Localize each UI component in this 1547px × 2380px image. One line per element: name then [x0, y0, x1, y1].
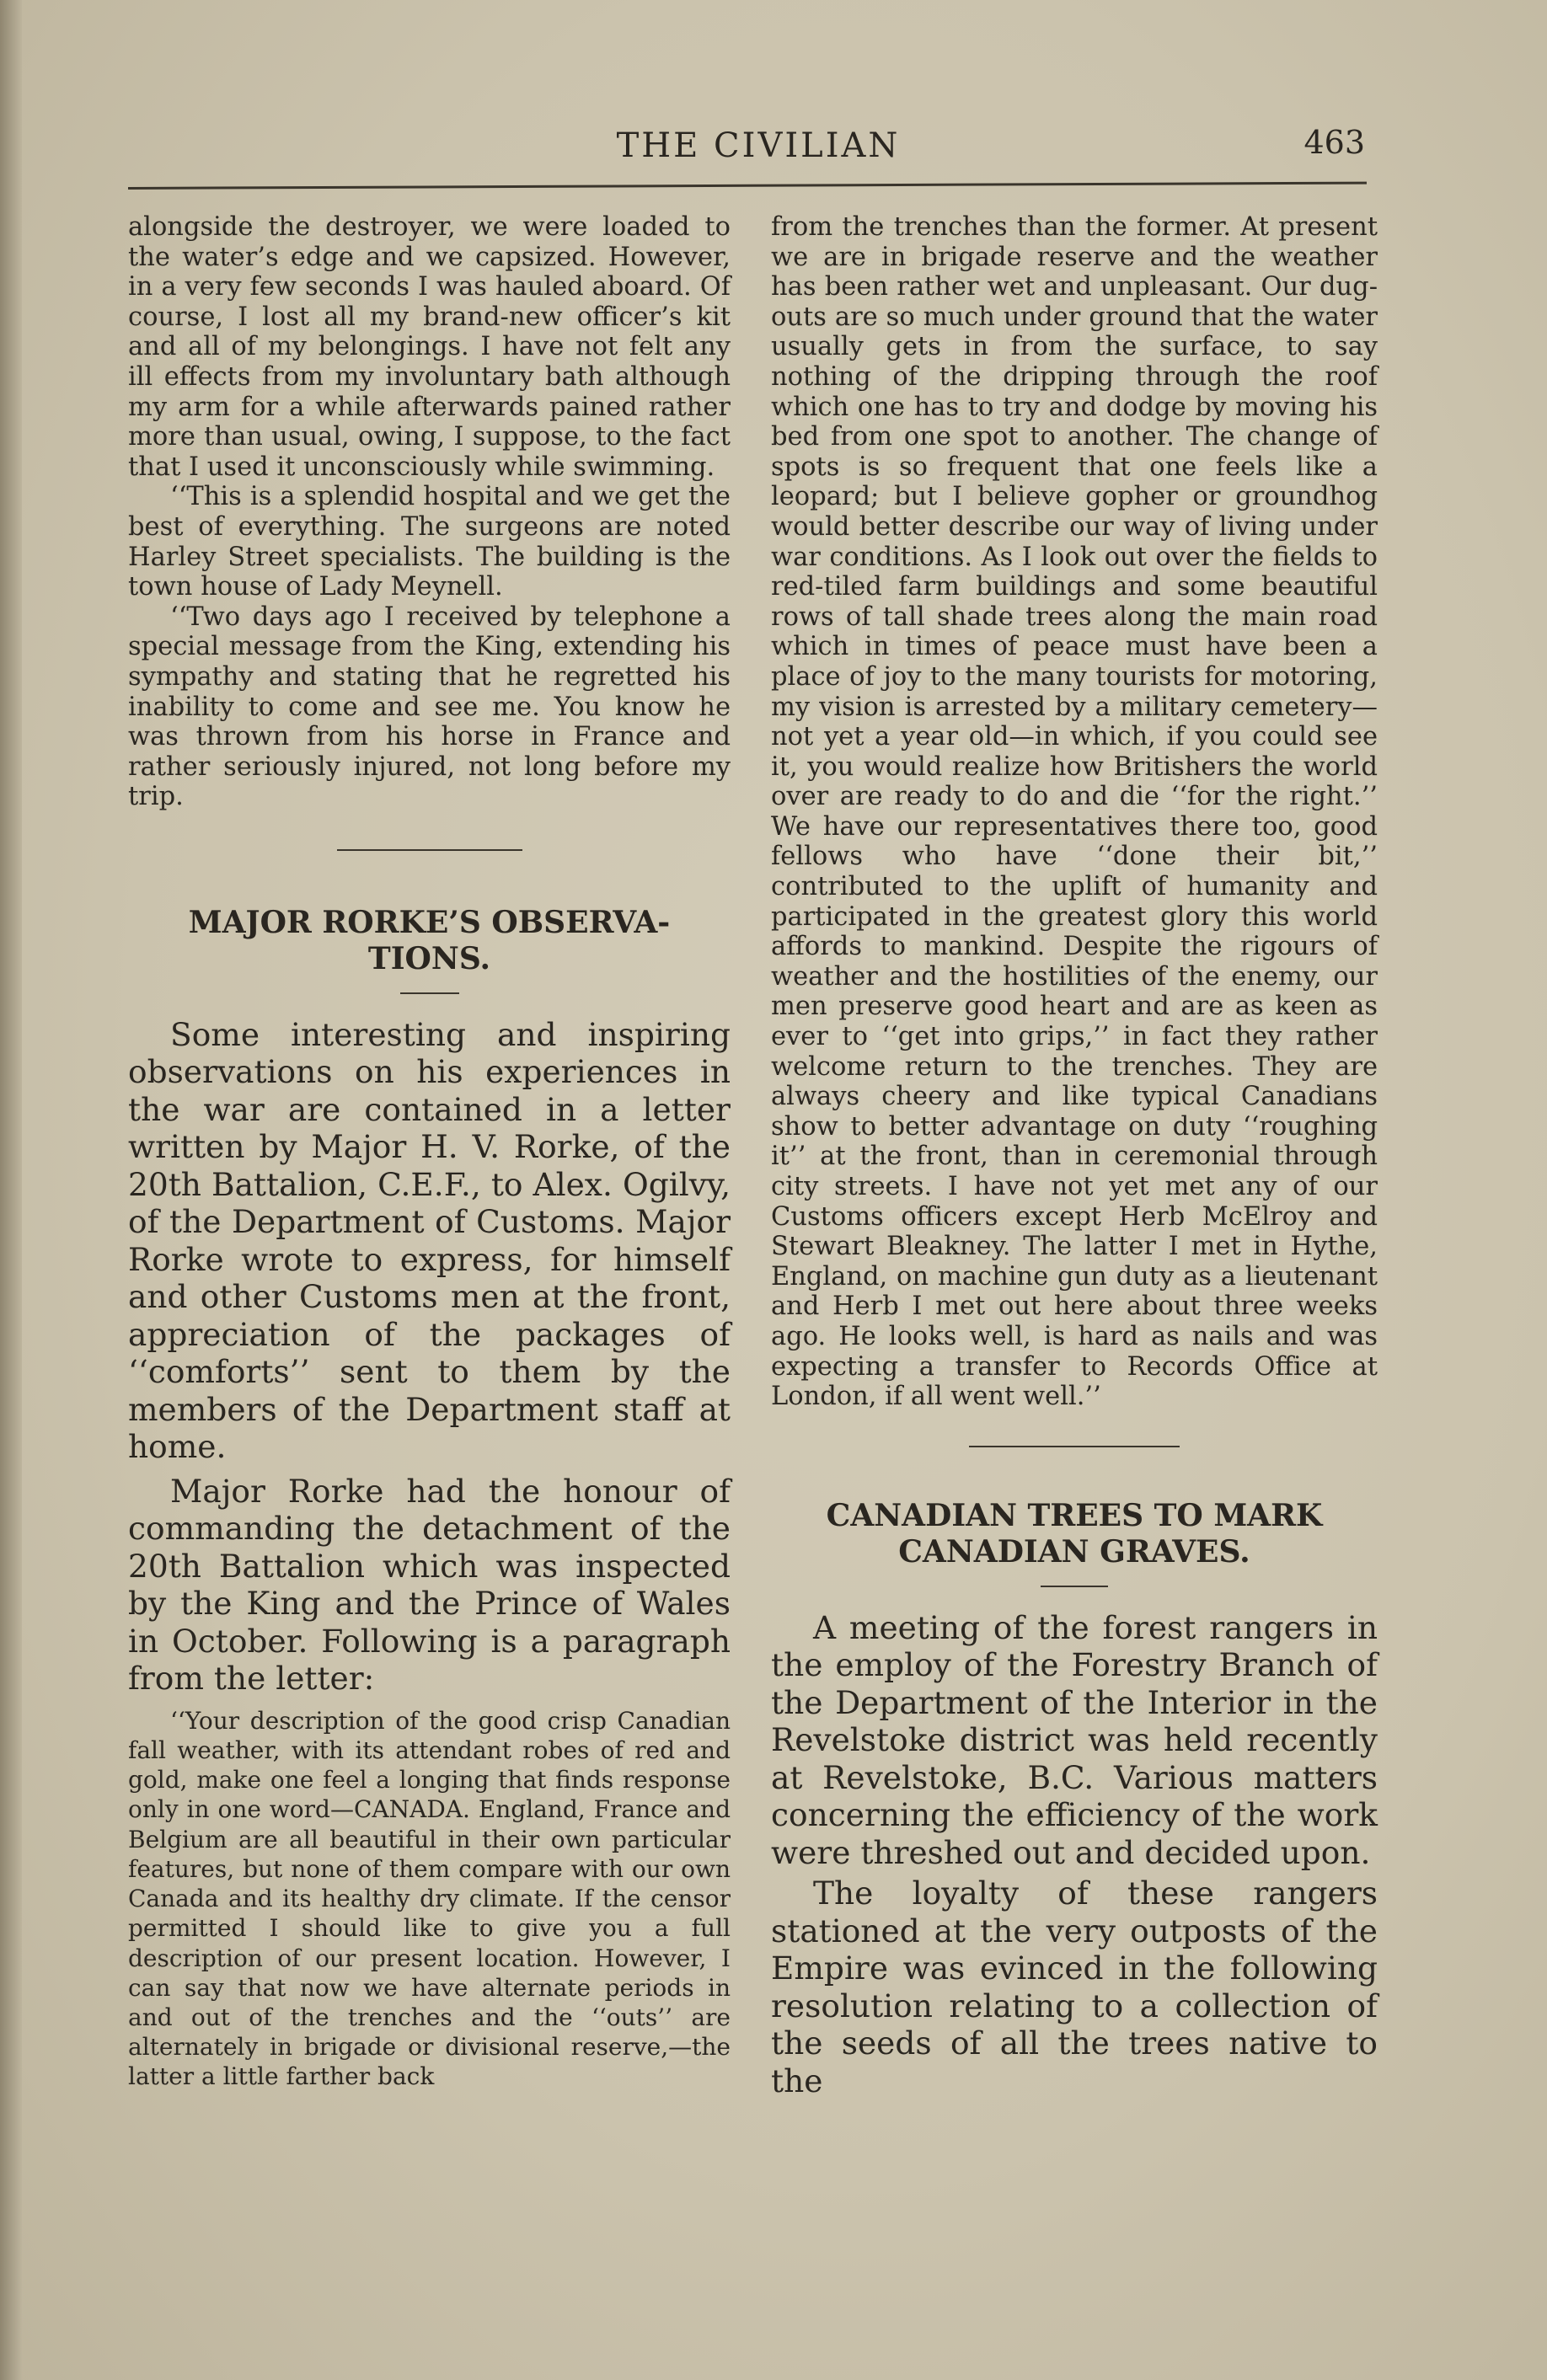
left-column	[128, 212, 731, 2092]
right-column	[771, 212, 1378, 2099]
headline-underline	[400, 992, 459, 994]
paragraph: The loyalty of these rangers stationed at the very outposts of the Empire was evinced in the following resolution relating to a collection of the seeds of all the trees native to the	[771, 1875, 1378, 2099]
paragraph: alongside the destroyer, we were loaded to the water’s edge and we capsized. However, in a very few seconds I was hauled aboard. Of course, I lost all my brand-new officer’s kit and all of my belongings. I have not felt any ill effects from my involuntary bath although my arm for a while afterwards pained rather more than usual, owing, I suppose, to the fact that I used it unconsciously while swimming.	[128, 212, 731, 482]
paragraph: ‘‘This is a splendid hospital and we get the best of everything. The surgeons are noted Harley Street specialists. The building is the town house of Lady Meynell.	[128, 482, 731, 602]
continued-letter-text	[128, 212, 731, 812]
article-headline	[128, 905, 731, 977]
quoted-letter-continued	[771, 212, 1378, 1412]
article-headline	[771, 1498, 1378, 1570]
headline-line: CANADIAN GRAVES.	[898, 1533, 1250, 1570]
running-header-title: THE CIVILIAN	[616, 126, 901, 165]
section-divider	[337, 849, 522, 851]
paragraph: ‘‘Your description of the good crisp Canadian fall weather, with its attendant robes of red and gold, make one feel a longing that finds response only in one word—CANADA. England, France and Belgium are all beautiful in their own particular features, but none of them compare with our own Canada and its healthy dry climate. If the censor permitted I should like to give you a full description of our present location. However, I can say that now we have alternate periods in and out of the trenches and the ‘‘outs’’ are alternately in brigade or divisional reserve,—the latter a little farther back	[128, 1706, 731, 2091]
paragraph: from the trenches than the former. At present we are in brigade reserve and the weather has been rather wet and unpleasant. Our dug-outs are so much under ground that the water usually gets in from the surface, to say nothing of the dripping through the roof which one has to try and dodge by moving his bed from one spot to another. The change of spots is so frequent that one feels like a leopard; but I believe gopher or groundhog would better describe our way of living under war conditions. As I look out over the fields to red-tiled farm buildings and some beautiful rows of tall shade trees along the main road which in times of peace must have been a place of joy to the many tourists for motoring, my vision is arrested by a military cemetery—not yet a year old—in which, if you could see it, you would realize how Britishers the world over are ready to do and die ‘‘for the right.’’ We have our representatives there too, good fellows who have ‘‘done their bit,’’ contributed to the uplift of humanity and participated in the greatest glory this world affords to mankind. Despite the rigours of weather and the hostilities of the enemy, our men preserve good heart and are as keen as ever to ‘‘get into grips,’’ in fact they rather welcome return to the trenches. They are always cheery and like typical Canadians show to better advantage on duty ‘‘roughing it’’ at the front, than in ceremonial through city streets. I have not yet met any of our Customs officers except Herb McElroy and Stewart Bleakney. The latter I met in Hythe, England, on machine gun duty as a lieutenant and Herb I met out here about three weeks ago. He looks well, is hard as nails and was expecting a transfer to Records Office at London, if all went well.’’	[771, 212, 1378, 1412]
section-divider	[969, 1446, 1180, 1447]
headline-underline	[1041, 1586, 1108, 1587]
header-rule	[128, 182, 1367, 190]
article-body	[771, 1609, 1378, 2100]
article-body	[128, 1016, 731, 1698]
paragraph: ‘‘Two days ago I received by telephone a special message from the King, extending his sympathy and stating that he regretted his inability to come and see me. You know he was thrown from his horse in France and rather seriously injured, not long before my trip.	[128, 602, 731, 812]
headline-line: TIONS.	[367, 940, 491, 976]
quoted-letter	[128, 1706, 731, 2092]
page-number: 463	[1303, 124, 1365, 161]
paragraph: A meeting of the forest rangers in the employ of the Forestry Branch of the Department of the Interior in the Revelstoke district was held recently at Revelstoke, B.C. Various matters concerning the efficiency of the work were threshed out and decided upon.	[771, 1608, 1378, 1871]
headline-line: CANADIAN TREES TO MARK	[826, 1497, 1323, 1533]
headline-line: MAJOR RORKE’S OBSERVA-	[188, 904, 671, 940]
paragraph: Some interesting and inspiring observations on his experiences in the war are contained in a letter written by Major H. V. Rorke, of the 20th Battalion, C.E.F., to Alex. Ogilvy, of the Department of Customs. Major Rorke wrote to express, for himself and other Customs men at the front, appreciation of the packages of ‘‘comforts’’ sent to them by the members of the Department staff at home.	[128, 1015, 731, 1466]
paragraph: Major Rorke had the honour of commanding the detachment of the 20th Battalion which was inspected by the King and the Prince of Wales in October. Following is a paragraph from the letter:	[128, 1472, 731, 1698]
binding-edge	[0, 0, 22, 2380]
